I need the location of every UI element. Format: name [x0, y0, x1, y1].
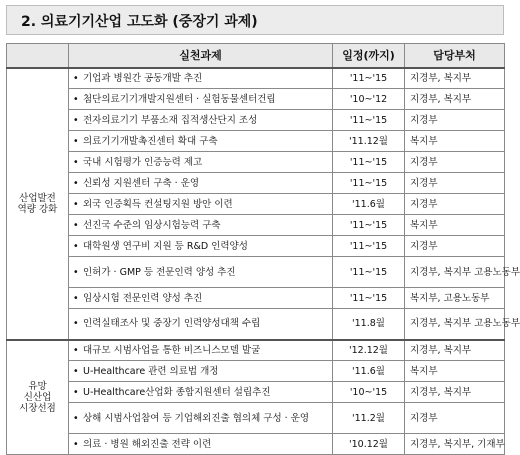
period-cell: '11.12월 [333, 131, 405, 152]
period-cell: '11~'15 [333, 152, 405, 173]
bullet: • [73, 412, 79, 424]
table-row [7, 309, 505, 340]
task-cell [69, 152, 333, 173]
table-row [7, 361, 505, 382]
table-row [7, 110, 505, 131]
task-text: 의료 · 병원 해외진출 전략 이련 [83, 438, 212, 450]
dept-cell: 복지부, 고용노동부 [405, 288, 505, 309]
header-period: 일정(까지) [333, 44, 405, 68]
period-cell: '11~'15 [333, 110, 405, 131]
period-cell: '11.6월 [333, 194, 405, 215]
header-category [7, 44, 69, 68]
bullet: • [73, 240, 79, 252]
period-cell: '10~'15 [333, 382, 405, 403]
task-cell [69, 309, 333, 340]
period-cell: '12.12월 [333, 340, 405, 361]
category-line: 유망 [28, 380, 47, 392]
dept-cell: 지경부 [405, 403, 505, 434]
table-row [7, 68, 505, 89]
dept-cell: 지경부 [405, 152, 505, 173]
category-line: 시장선점 [19, 402, 56, 414]
section-title-bar [6, 5, 504, 35]
bullet: • [73, 114, 79, 126]
task-text: 상해 시범사업참여 등 기업해외진출 협의체 구성 · 운영 [83, 412, 310, 424]
task-cell [69, 382, 333, 403]
task-text: 의료기기개발촉진센터 확대 구축 [83, 135, 218, 147]
task-cell [69, 110, 333, 131]
table-row [7, 152, 505, 173]
dept-cell: 지경부 [405, 194, 505, 215]
task-text: 임상시험 전문인력 양성 추진 [83, 292, 203, 304]
bullet: • [73, 198, 79, 210]
table-row [7, 215, 505, 236]
bullet: • [73, 219, 79, 231]
period-cell: '11.6월 [333, 361, 405, 382]
category-cell [7, 68, 69, 340]
category-line: 역량 강화 [17, 203, 58, 215]
bullet: • [73, 177, 79, 189]
task-text: 인력실태조사 및 중장기 인력양성대책 수립 [83, 318, 261, 330]
period-cell: '11~'15 [333, 257, 405, 288]
task-cell [69, 89, 333, 110]
bullet: • [73, 266, 79, 278]
task-cell [69, 194, 333, 215]
dept-cell: 복지부 [405, 131, 505, 152]
task-cell [69, 340, 333, 361]
dept-cell: 지경부 [405, 110, 505, 131]
header-dept: 담당부처 [405, 44, 505, 68]
task-text: U-Healthcare산업화 종합지원센터 설립추진 [83, 386, 271, 398]
period-cell: '11~'15 [333, 288, 405, 309]
task-text: 기업과 병원간 공동개발 추진 [83, 72, 203, 84]
table-row [7, 236, 505, 257]
task-text: 외국 인증획득 컨설팅지원 방안 이련 [83, 198, 233, 210]
task-cell [69, 236, 333, 257]
category-cell [7, 340, 69, 455]
task-text: 전자의료기기 부품소재 집적생산단지 조성 [83, 114, 258, 126]
task-text: 신뢰성 지원센터 구축 · 운영 [83, 177, 200, 189]
task-cell [69, 288, 333, 309]
bullet: • [73, 386, 79, 398]
table-row [7, 173, 505, 194]
period-cell: '10.12월 [333, 434, 405, 455]
period-cell: '11~'15 [333, 68, 405, 89]
dept-cell: 지경부 [405, 236, 505, 257]
table-row [7, 194, 505, 215]
dept-cell: 지경부, 복지부 [405, 89, 505, 110]
table-row [7, 257, 505, 288]
task-text: U-Healthcare 관련 의료법 개정 [83, 365, 219, 377]
task-cell [69, 257, 333, 288]
dept-cell: 지경부, 복지부 [405, 340, 505, 361]
period-cell: '11.2월 [333, 403, 405, 434]
bullet: • [73, 93, 79, 105]
bullet: • [73, 318, 79, 330]
section-title: 2. 의료기기산업 고도화 (중장기 과제) [21, 14, 258, 30]
dept-cell: 지경부, 복지부 고용노동부 [405, 257, 505, 288]
bullet: • [73, 156, 79, 168]
period-cell: '10~'12 [333, 89, 405, 110]
dept-cell: 지경부, 복지부, 기재부 [405, 434, 505, 455]
table-row [7, 434, 505, 455]
table-row [7, 131, 505, 152]
table-row [7, 340, 505, 361]
task-cell [69, 68, 333, 89]
bullet: • [73, 438, 79, 450]
bullet: • [73, 365, 79, 377]
task-cell [69, 403, 333, 434]
table-header-row [7, 44, 505, 68]
period-cell: '11~'15 [333, 173, 405, 194]
bullet: • [73, 72, 79, 84]
period-cell: '11~'15 [333, 215, 405, 236]
period-cell: '11.8월 [333, 309, 405, 340]
dept-cell: 지경부, 복지부 고용노동부 [405, 309, 505, 340]
dept-cell: 지경부 [405, 173, 505, 194]
bullet: • [73, 292, 79, 304]
task-cell [69, 173, 333, 194]
dept-cell: 복지부 [405, 361, 505, 382]
task-table [6, 43, 520, 455]
task-text: 대학원생 연구비 지원 등 R&D 인력양성 [83, 240, 248, 252]
table-row [7, 288, 505, 309]
table-row [7, 382, 505, 403]
header-task: 실천과제 [69, 44, 333, 68]
task-cell [69, 434, 333, 455]
bullet: • [73, 135, 79, 147]
task-text: 첨단의료기기개발지원센터 · 실험동물센터건립 [83, 93, 276, 105]
table-row [7, 89, 505, 110]
task-text: 국내 시험평가 인증능력 제고 [83, 156, 203, 168]
dept-cell: 복지부 [405, 215, 505, 236]
task-text: 인허가 · GMP 등 전문인력 양성 추진 [83, 266, 236, 278]
task-text: 대규모 시범사업을 통한 비즈니스모델 발굴 [83, 344, 261, 356]
table-row [7, 403, 505, 434]
dept-cell: 지경부, 복지부 [405, 68, 505, 89]
category-line: 산업발전 [19, 192, 56, 204]
dept-cell: 지경부, 복지부 [405, 382, 505, 403]
task-cell [69, 361, 333, 382]
task-cell [69, 131, 333, 152]
category-line: 신산업 [23, 391, 52, 403]
bullet: • [73, 344, 79, 356]
task-cell [69, 215, 333, 236]
task-text: 선진국 수준의 임상시험능력 구축 [83, 219, 221, 231]
period-cell: '11~'15 [333, 236, 405, 257]
